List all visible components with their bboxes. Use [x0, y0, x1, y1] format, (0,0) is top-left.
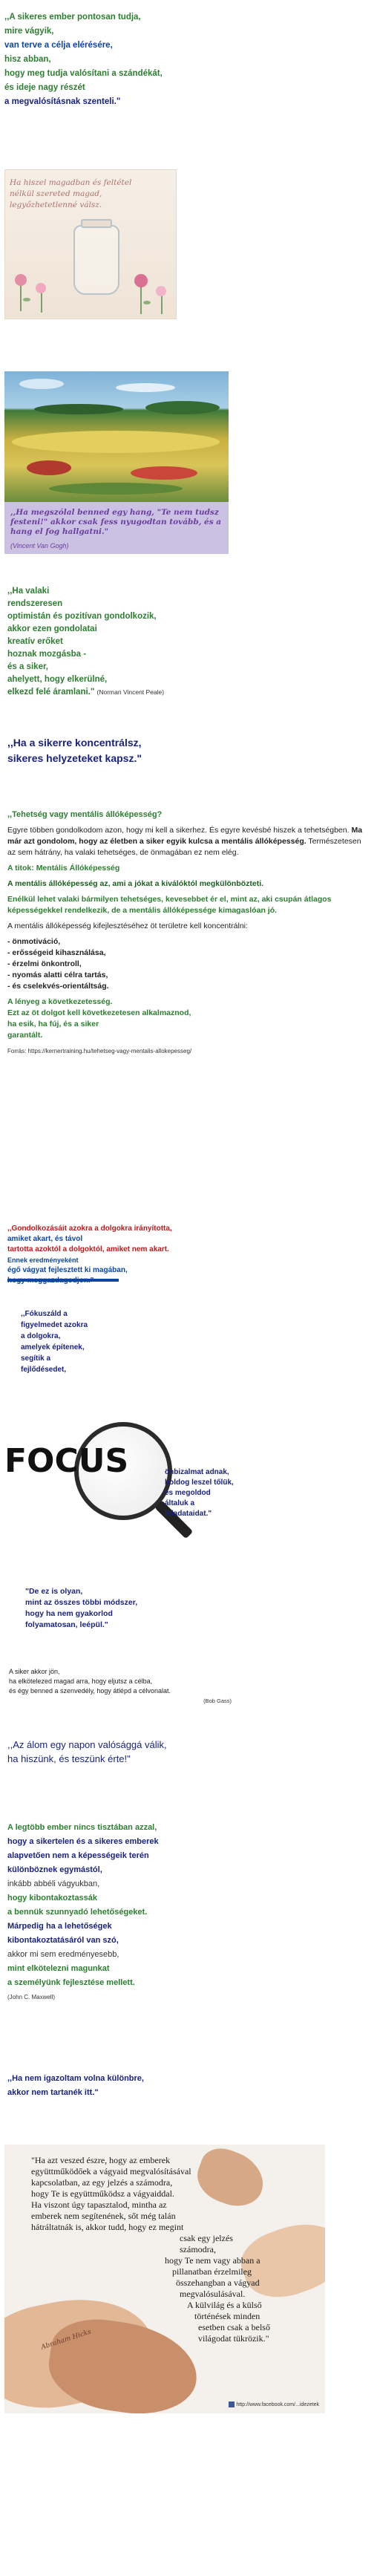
gondolkozas-line: Ennek eredményeként — [7, 1256, 79, 1264]
success-quote-line: mire vágyik, — [4, 27, 54, 36]
focus-left-line: a dolgokra, — [21, 1332, 61, 1340]
gondolkozas-line: ,,Gondolkozásáit azokra a dolgokra irányította, — [7, 1225, 172, 1233]
flower-icon — [156, 286, 166, 296]
leaf-icon — [143, 301, 151, 304]
peale-quote-line: ahelyett, hogy elkerülné, — [7, 675, 108, 684]
hicks-line: A külvilág és a külső — [187, 2300, 262, 2310]
peale-quote-line: és a siker, — [7, 662, 48, 671]
success-quote — [4, 10, 197, 109]
facebook-link[interactable] — [229, 2401, 319, 2407]
mental-list-item: - és cselekvés-orientáltság. — [7, 982, 109, 991]
mental-tip-line: garantált. — [7, 1031, 43, 1040]
tree-line — [34, 404, 123, 414]
gass-line: ha elkötelezed magad arra, hogy eljutsz a célba, — [9, 1677, 153, 1685]
focus-left-line: segítik a — [21, 1354, 51, 1363]
maxwell-line: kibontakoztatásáról van szó, — [7, 1936, 119, 1945]
hicks-line: hogy Te is együttműködsz a vágyaiddal. — [31, 2188, 174, 2199]
mental-titok-text: A mentális állóképesség az, ami a jókat a kiválóktól megkülönbözteti. — [7, 879, 264, 888]
sky-stroke — [116, 383, 175, 392]
maxwell-line: Márpedig ha a lehetőségek — [7, 1922, 112, 1931]
hicks-line: emberek nem segítenének, sőt még talán — [31, 2211, 176, 2221]
maxwell-author: (John C. Maxwell) — [7, 1994, 56, 2001]
gondolkozas-line: égő vágyat fejlesztett ki magában, — [7, 1266, 128, 1274]
facebook-icon — [229, 2401, 235, 2407]
mental-tip-line: A lényeg a következetesség. — [7, 997, 113, 1006]
practice-line: hogy ha nem gyakorlod — [25, 1609, 113, 1618]
gondolkozas-quote — [7, 1224, 230, 1286]
peale-quote-line: elkezd felé áramlani." — [7, 688, 95, 697]
vangogh-painting — [4, 371, 229, 502]
peale-quote — [7, 585, 289, 699]
divider-bar — [7, 1279, 119, 1282]
tree-line — [145, 401, 220, 414]
hicks-line: esetben csak a belső — [198, 2322, 270, 2332]
jar-quote-text: Ha hiszel magadban és feltétel nélkül szereted magad, legyőzhetetlenné válsz. — [10, 178, 132, 209]
gass-line: és égy benned a szenvedély, hogy átlépd a célvonalat. — [9, 1687, 171, 1695]
hicks-line: együttműködőek a vágyaid megvalósításával — [31, 2166, 191, 2176]
focus-quote-line: sikeres helyzeteket kapsz." — [7, 752, 142, 764]
hicks-line: csak egy jelzés — [180, 2233, 233, 2243]
kulonb-line: akkor nem tartanék itt." — [7, 2088, 99, 2097]
grass-stroke — [49, 483, 183, 495]
poppy-patch — [131, 466, 197, 480]
focus-success-quote — [7, 735, 304, 766]
hicks-quote-text — [31, 2155, 306, 2344]
focus-left-line: fejlődésedet, — [21, 1366, 67, 1374]
gass-quote — [9, 1667, 232, 1706]
peale-quote-line: optimistán és pozitívan gondolkozik, — [7, 612, 157, 621]
success-quote-line: és ideje nagy részét — [4, 83, 85, 92]
success-quote-line: a megvalósításnak szenteli." — [4, 97, 121, 106]
mental-source-link[interactable]: Forrás: https://kernertraining.hu/tehetseg-vagy-mentalis-allokepesseg/ — [7, 1048, 192, 1054]
maxwell-line: A legtöbb ember nincs tisztában azzal, — [7, 1823, 157, 1832]
mental-tip — [7, 997, 371, 1041]
hicks-line: hogy Te nem vagy abban a — [165, 2255, 260, 2266]
maxwell-line: hogy a sikertelen és a sikeres emberek — [7, 1837, 159, 1846]
mental-paragraph — [7, 825, 371, 858]
maxwell-quote — [7, 1821, 275, 2004]
gass-author: (Bob Gass) — [203, 1698, 232, 1704]
mental-heading: ,,Tehetség vagy mentális állóképesség? — [7, 810, 163, 819]
vangogh-author: (Vincent Van Gogh) — [10, 542, 69, 550]
peale-quote-line-last — [7, 686, 289, 699]
vangogh-quote-text: ,,Ha megszólal benned egy hang, "Te nem tudsz festeni!" akkor csak fess nyugodtan tovább, és a hang el fog hallgatni." — [10, 508, 222, 536]
focus-quote-line: ,,Ha a sikerre koncentrálsz, — [7, 737, 142, 749]
maxwell-line: a bennük szunnyadó lehetőségeket. — [7, 1908, 148, 1917]
poppy-patch — [27, 460, 71, 475]
mental-list — [7, 936, 371, 992]
flower-icon — [134, 274, 148, 287]
kulonb-line: ,,Ha nem igazoltam volna különbre, — [7, 2074, 144, 2083]
focus-text-right — [165, 1467, 269, 1519]
leaf-icon — [23, 298, 30, 301]
peale-author: (Norman Vincent Peale) — [96, 688, 165, 696]
hicks-line: világodat tükrözik." — [198, 2333, 269, 2344]
flower-icon — [15, 274, 27, 286]
hicks-signature: Abraham Hicks — [40, 2328, 93, 2352]
hicks-line: "Ha azt veszed észre, hogy az emberek — [31, 2155, 171, 2165]
practice-quote — [25, 1586, 203, 1631]
mental-p1a: Egyre többen gondolkodom azon, hogy mi kell a sikerhez. És egyre kevésbé hiszek a tehetségben. — [7, 826, 350, 835]
success-quote-line: ,,A sikeres ember pontosan tudja, — [4, 13, 141, 22]
focus-left-line: amelyek építenek, — [21, 1343, 85, 1351]
focus-right-line: boldog leszel tőlük, — [165, 1478, 234, 1487]
focus-left-line: figyelmedet azokra — [21, 1321, 88, 1329]
maxwell-line: különböznek egymástól, — [7, 1865, 102, 1874]
maxwell-line: mint elkötelezni magunkat — [7, 1964, 110, 1973]
mental-list-item: - érzelmi önkontroll, — [7, 959, 82, 968]
maxwell-line: akkor mi sem eredményesebb, — [7, 1950, 119, 1959]
gondolkozas-line: tartotta azoktól a dolgoktól, amiket nem akart. — [7, 1245, 169, 1253]
focus-right-line: feladataidat." — [165, 1510, 212, 1518]
focus-word: FOCUS — [4, 1442, 129, 1480]
maxwell-line: hogy kibontakoztassák — [7, 1894, 98, 1902]
focus-right-line: és megoldod — [165, 1489, 211, 1497]
success-quote-line: hisz abban, — [4, 55, 51, 64]
maxwell-line: alapvetően nem a képességeik terén — [7, 1851, 149, 1860]
hicks-line: Ha viszont úgy tapasztalod, mintha az — [31, 2200, 167, 2210]
kulonb-quote — [7, 2072, 230, 2100]
success-quote-line: hogy meg tudja valósítani a szándékát, — [4, 69, 163, 78]
mental-titok-label: A titok: Mentális Állóképesség — [7, 864, 120, 873]
hicks-line: történések minden — [194, 2311, 260, 2321]
mental-list-item: - nyomás alatti célra tartás, — [7, 971, 108, 979]
mental-tip-line: ha esik, ha fúj, és a siker — [7, 1020, 99, 1028]
focus-right-line: önbizalmat adnak, — [165, 1468, 229, 1476]
dream-quote — [7, 1738, 230, 1766]
practice-line: mint az összes többi módszer, — [25, 1598, 138, 1607]
hicks-line: összehangban a vágyad — [176, 2277, 260, 2288]
maxwell-line: a személyünk fejlesztése mellett. — [7, 1978, 135, 1987]
peale-quote-line: hoznak mozgásba - — [7, 650, 87, 659]
dream-line: ha hiszünk, és teszünk érte!" — [7, 1753, 131, 1764]
hicks-line: számodra, — [180, 2244, 216, 2254]
peale-quote-line: ,,Ha valaki — [7, 587, 50, 596]
hicks-line: megvalósulásával. — [180, 2289, 246, 2299]
gass-line: A siker akkor jön, — [9, 1668, 60, 1675]
practice-line: "De ez is olyan, — [25, 1587, 83, 1596]
mental-list-item: - erősségeid kihasználása, — [7, 948, 106, 957]
peale-quote-line: rendszeresen — [7, 599, 63, 608]
flower-icon — [36, 283, 46, 293]
success-quote-line: van terve a célja elérésére, — [4, 41, 113, 50]
peale-quote-line: akkor ezen gondolatai — [7, 625, 97, 633]
mental-tip-line: Ezt az öt dolgot kell következetesen alkalmaznod, — [7, 1008, 191, 1017]
jar-illustration — [73, 225, 119, 295]
dream-line: ,,Az álom egy napon valósággá válik, — [7, 1739, 167, 1750]
hicks-line: kapcsolatban, az egy jelzés a számodra, — [31, 2177, 173, 2188]
mental-list-item: - önmotiváció, — [7, 937, 61, 946]
flower-stem — [20, 281, 22, 311]
vangogh-quote-box — [4, 502, 229, 554]
gondolkozas-line: amiket akart, és távol — [7, 1235, 83, 1243]
mental-article — [7, 809, 371, 1057]
peale-quote-line: kreatív erőket — [7, 637, 63, 646]
mental-p1b: Ma már azt gondolom, hogy az életben a siker egyik kulcsa a mentális állóképesség. — [7, 826, 363, 846]
focus-left-line: ,,Fókuszáld a — [21, 1310, 68, 1318]
maxwell-line: inkább abbéli vágyukban, — [7, 1879, 100, 1888]
wheat-field — [12, 431, 220, 453]
focus-text-left — [21, 1308, 125, 1375]
hands-quote-image — [4, 2145, 325, 2413]
focus-right-line: általuk a — [165, 1499, 195, 1507]
practice-line: folyamatosan, leépül." — [25, 1620, 108, 1629]
hicks-line: pillanatban érzelmileg — [172, 2266, 252, 2277]
mental-p1c: Természetesen az sem hátrány, ha valaki tehetséges, de önmagában ez nem elég. — [7, 837, 361, 857]
facebook-link-text: http://www.facebook.com/...idezetek — [236, 2401, 319, 2407]
sky-stroke — [19, 379, 64, 389]
mental-p3: Enélkül lehet valaki bármilyen tehetséges, kevesebbet ér el, mint az, aki csupán átlagos képességekkel rendelkezik, de a mentális állóképessége kimagaslóan jó. — [7, 895, 332, 915]
mental-p4: A mentális állóképesség kifejlesztéséhez öt területre kell koncentrálni: — [7, 922, 248, 930]
hicks-line: hátráltatnák is, akkor tudd, hogy ez megint — [31, 2222, 184, 2232]
jar-quote-image — [4, 169, 177, 319]
